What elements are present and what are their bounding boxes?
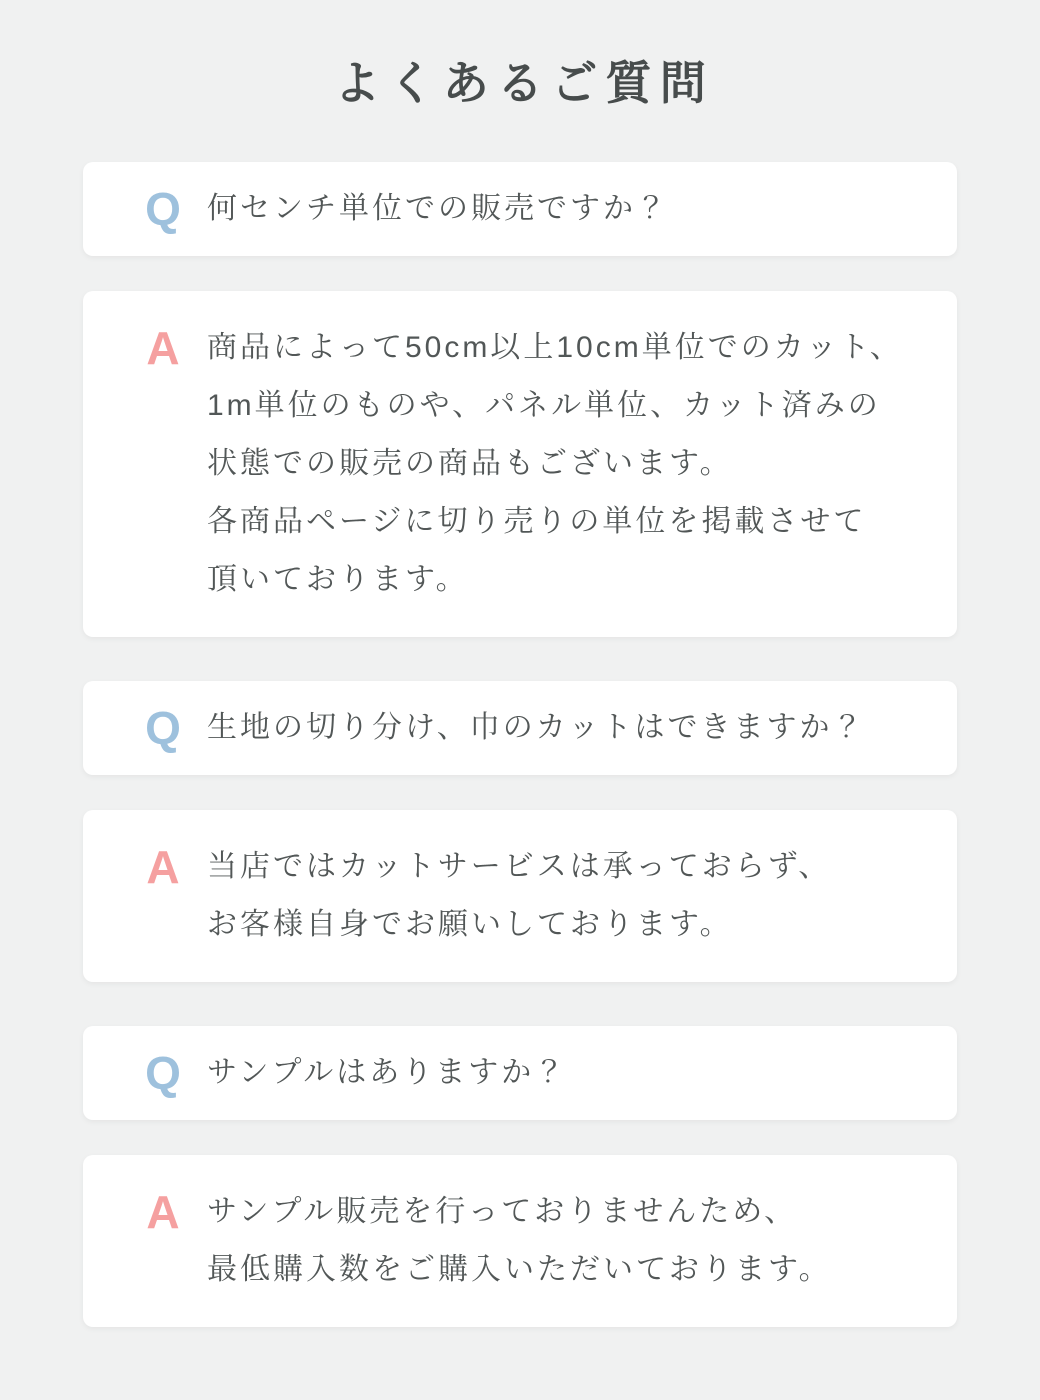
answer-marker: A <box>146 841 180 893</box>
faq-question-card <box>83 681 957 775</box>
qa-line: 頂いております。 <box>207 563 469 596</box>
answer-text <box>207 838 831 954</box>
qa-line: 何センチ単位での販売ですか？ <box>207 192 669 225</box>
qa-line: 当店ではカットサービスは承っておらず、 <box>207 850 832 883</box>
page-title: よくあるご質問 <box>334 57 715 109</box>
faq-question-card <box>83 162 957 256</box>
qa-line: 1m単位のものや、パネル単位、カット済みの <box>207 389 881 422</box>
qa-line: 各商品ページに切り売りの単位を掲載させて <box>207 505 867 538</box>
qa-line: サンプルはありますか？ <box>207 1056 568 1089</box>
faq-list <box>83 113 957 1327</box>
answer-marker: A <box>146 1186 180 1238</box>
answer-marker: A <box>146 322 180 374</box>
qa-line: 最低購入数をご購入いただいております。 <box>207 1253 832 1286</box>
question-text <box>207 1044 567 1102</box>
qa-line: サンプル販売を行っておりませんため、 <box>207 1195 798 1228</box>
qa-line: 生地の切り分け、巾のカットはできますか？ <box>207 711 866 744</box>
question-marker: Q <box>145 1047 181 1099</box>
qa-line: 商品によって50cm以上10cm単位でのカット、 <box>207 331 903 364</box>
qa-line: 状態での販売の商品もございます。 <box>207 447 733 480</box>
faq-answer-card <box>83 1155 957 1327</box>
question-text <box>207 180 669 238</box>
faq-answer-card <box>83 291 957 637</box>
question-marker: Q <box>145 183 181 235</box>
question-marker: Q <box>145 702 181 754</box>
faq-answer-card <box>83 810 957 982</box>
qa-line: お客様自身でお願いしております。 <box>207 908 733 941</box>
answer-text <box>207 319 903 609</box>
faq-question-card <box>83 1026 957 1120</box>
answer-text <box>207 1183 832 1299</box>
question-text <box>207 699 866 757</box>
